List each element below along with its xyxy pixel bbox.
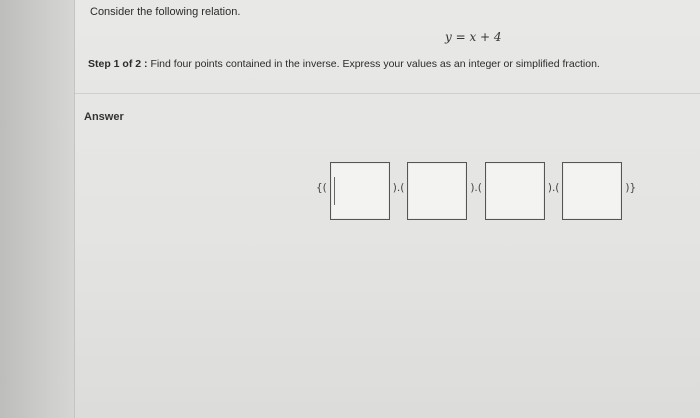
point-input-4[interactable] (562, 162, 622, 220)
step-label: Step 1 of 2 : (88, 58, 148, 70)
answer-label: Answer (84, 111, 124, 123)
point-input-3[interactable] (485, 162, 545, 220)
question-panel (75, 0, 700, 418)
point-separator: ).( (392, 182, 405, 194)
step-text: Find four points contained in the inverse. Express your values as an integer or simplified fraction. (150, 58, 600, 70)
open-set-bracket: {( (316, 182, 327, 194)
section-divider (75, 93, 700, 94)
point-input-1[interactable] (330, 162, 390, 220)
left-margin-strip (0, 0, 75, 418)
point-separator: ).( (547, 182, 560, 194)
close-set-bracket: )} (625, 182, 637, 194)
answer-points-row (315, 158, 637, 220)
relation-equation: y = x + 4 (445, 30, 502, 44)
point-separator: ).( (470, 182, 482, 194)
question-prompt: Consider the following relation. (90, 6, 241, 18)
point-input-2[interactable] (407, 162, 467, 220)
step-instruction (88, 58, 600, 70)
